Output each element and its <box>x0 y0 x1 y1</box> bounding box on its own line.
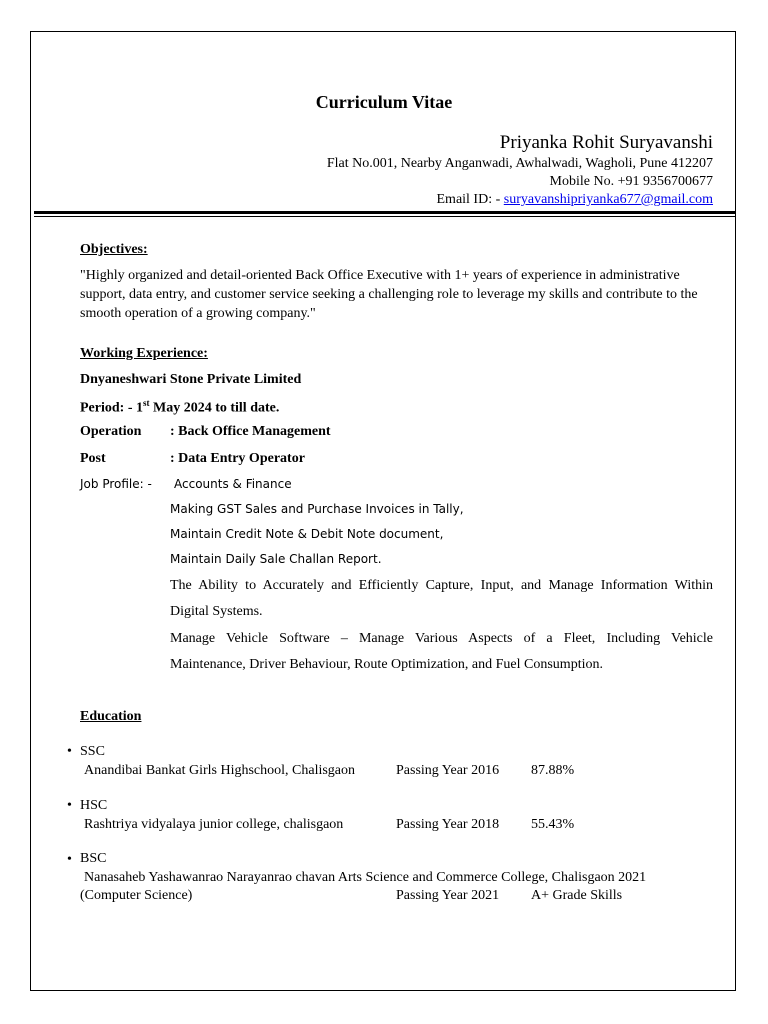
post-label: Post <box>80 451 106 466</box>
post-value: : Data Entry Operator <box>170 451 305 466</box>
bullet-icon: • <box>67 744 72 759</box>
mobile-number: Mobile No. +91 9356700677 <box>549 174 713 189</box>
header-divider-thick <box>34 211 736 214</box>
score-bsc: A+ Grade Skills <box>531 888 623 903</box>
institution-hsc: Rashtriya vidyalaya junior college, chalisgaon <box>84 817 344 832</box>
degree-bsc: BSC <box>80 851 107 866</box>
institution-ssc: Anandibai Bankat Girls Highschool, Chalisgaon <box>84 763 356 778</box>
passing-year-hsc: Passing Year 2018 <box>396 817 500 832</box>
candidate-name: Priyanka Rohit Suryavanshi <box>499 132 713 153</box>
job-profile-item: Maintain Daily Sale Challan Report. <box>170 552 382 566</box>
email-link[interactable]: suryavanshipriyanka677@gmail.com <box>503 192 713 207</box>
company-name: Dnyaneshwari Stone Private Limited <box>80 372 302 387</box>
operation-value: : Back Office Management <box>170 424 331 439</box>
vehicle-text-cont: Maintenance, Driver Behaviour, Route Optimization, and Fuel Consumption. <box>170 657 603 672</box>
document-title: Curriculum Vitae <box>315 92 453 112</box>
bullet-icon: • <box>67 852 72 867</box>
score-hsc: 55.43% <box>531 817 575 832</box>
degree-hsc: HSC <box>80 798 108 813</box>
job-profile-label: Job Profile: - <box>80 477 152 491</box>
objectives-text: "Highly organized and detail-oriented Back Office Executive with 1+ years of experience in administrative support, data entry, and customer service seeking a challenging role to leverage my skills and contribute to the smooth operation of a growing company." <box>80 268 698 321</box>
bullet-icon: • <box>67 798 72 813</box>
operation-label: Operation <box>80 424 142 439</box>
experience-heading: Working Experience: <box>80 346 208 361</box>
institution-bsc: Nanasaheb Yashawanrao Narayanrao chavan Arts Science and Commerce College, Chalisgaon 2021 <box>84 870 647 885</box>
score-ssc: 87.88% <box>531 763 575 778</box>
ability-text-cont: Digital Systems. <box>170 604 263 619</box>
address: Flat No.001, Nearby Anganwadi, Awhalwadi, Wagholi, Pune 412207 <box>326 156 713 171</box>
email-line <box>437 192 714 208</box>
passing-year-bsc: Passing Year 2021 <box>396 888 500 903</box>
vehicle-text: Manage Vehicle Software – Manage Various Aspects of a Fleet, Including Vehicle <box>170 631 713 646</box>
specialization-bsc: (Computer Science) <box>80 888 193 903</box>
period: Period: - 1st May 2024 to till date. <box>80 398 280 416</box>
job-profile-item: Making GST Sales and Purchase Invoices in Tally, <box>170 502 464 516</box>
job-profile-item: Accounts & Finance <box>174 477 292 491</box>
degree-ssc: SSC <box>80 744 105 759</box>
passing-year-ssc: Passing Year 2016 <box>396 763 500 778</box>
ability-text: The Ability to Accurately and Efficiently Capture, Input, and Manage Information Within <box>170 578 713 593</box>
job-profile-item: Maintain Credit Note & Debit Note document, <box>170 527 444 541</box>
objectives-heading: Objectives: <box>80 242 148 257</box>
email-label: Email ID: - <box>436 192 504 207</box>
education-heading: Education <box>80 709 142 724</box>
header-divider-thin <box>34 216 736 217</box>
